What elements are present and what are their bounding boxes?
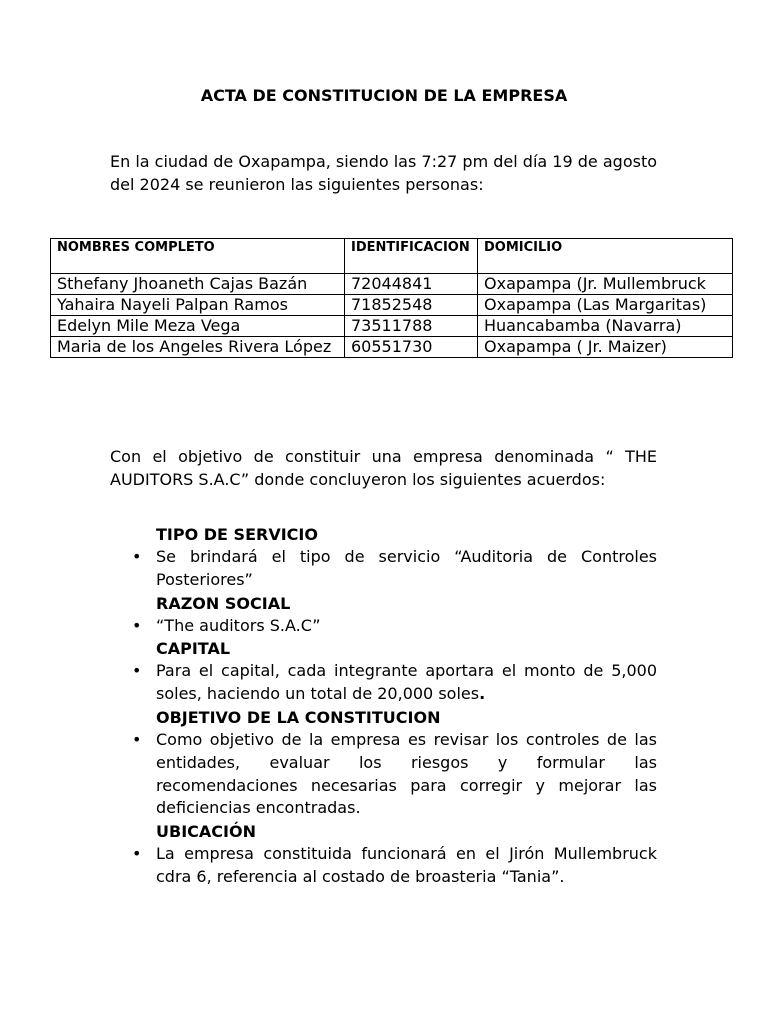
table-row: [51, 316, 733, 337]
bullet-icon: •: [132, 729, 142, 749]
bullet-text: Para el capital, cada integrante aportara el monto de 5,000 soles, haciendo un total de 20,000 soles: [156, 661, 657, 704]
cell-identificacion: 73511788: [345, 316, 478, 337]
list-item: [132, 843, 657, 889]
section-heading-objetivo: OBJETIVO DE LA CONSTITUCION: [156, 707, 441, 727]
bullet-period: .: [479, 684, 486, 704]
table-header-row: [51, 239, 733, 274]
section-heading-ubicacion: UBICACIÓN: [156, 822, 256, 842]
table-row: [51, 337, 733, 358]
cell-domicilio: Oxapampa ( Jr. Maizer): [478, 337, 733, 358]
agreements-list: [132, 523, 657, 889]
table-row: [51, 274, 733, 295]
participants-table: [50, 238, 733, 358]
section-heading-razon-social: RAZON SOCIAL: [156, 593, 291, 613]
bullet-icon: •: [132, 615, 142, 635]
cell-nombre: Maria de los Angeles Rivera López: [51, 337, 345, 358]
cell-identificacion: 71852548: [345, 295, 478, 316]
bullet-text: Se brindará el tipo de servicio “Auditoria de Controles Posteriores”: [156, 547, 657, 589]
section-heading-capital: CAPITAL: [156, 639, 231, 659]
list-item: [132, 615, 657, 638]
list-item: [132, 546, 657, 592]
cell-nombre: Edelyn Mile Meza Vega: [51, 316, 345, 337]
cell-identificacion: 72044841: [345, 274, 478, 295]
cell-identificacion: 60551730: [345, 337, 478, 358]
list-item: [132, 729, 657, 820]
header-nombres: NOMBRES COMPLETO: [51, 239, 345, 274]
objective-paragraph: Con el objetivo de constituir una empresa denominada “ THE AUDITORS S.A.C” donde concluyeron los siguientes acuerdos:: [110, 447, 657, 489]
list-item: [132, 660, 657, 706]
bullet-text: La empresa constituida funcionará en el Jirón Mullembruck cdra 6, referencia al costado de broasteria “Tania”.: [156, 844, 657, 886]
cell-domicilio: Huancabamba (Navarra): [478, 316, 733, 337]
section-heading-tipo-servicio: TIPO DE SERVICIO: [156, 525, 318, 544]
table-row: [51, 295, 733, 316]
bullet-text: Como objetivo de la empresa es revisar los controles de las entidades, evaluar los riesgos y formular las recomendaciones necesarias para corregir y mejorar las deficiencias encontradas.: [156, 729, 657, 818]
cell-domicilio: Oxapampa (Jr. Mullembruck: [478, 274, 733, 295]
cell-domicilio: Oxapampa (Las Margaritas): [478, 295, 733, 316]
cell-nombre: Sthefany Jhoaneth Cajas Bazán: [51, 274, 345, 295]
bullet-icon: •: [132, 547, 142, 566]
document-title: ACTA DE CONSTITUCION DE LA EMPRESA: [200, 86, 568, 105]
intro-paragraph: En la ciudad de Oxapampa, siendo las 7:27 pm del día 19 de agosto del 2024 se reunieron las siguientes personas:: [110, 152, 657, 194]
header-domicilio: DOMICILIO: [478, 239, 733, 274]
bullet-icon: •: [132, 661, 142, 681]
bullet-icon: •: [132, 844, 142, 864]
header-identificacion: IDENTIFICACION: [345, 239, 478, 274]
bullet-text: “The auditors S.A.C”: [156, 615, 321, 635]
cell-nombre: Yahaira Nayeli Palpan Ramos: [51, 295, 345, 316]
